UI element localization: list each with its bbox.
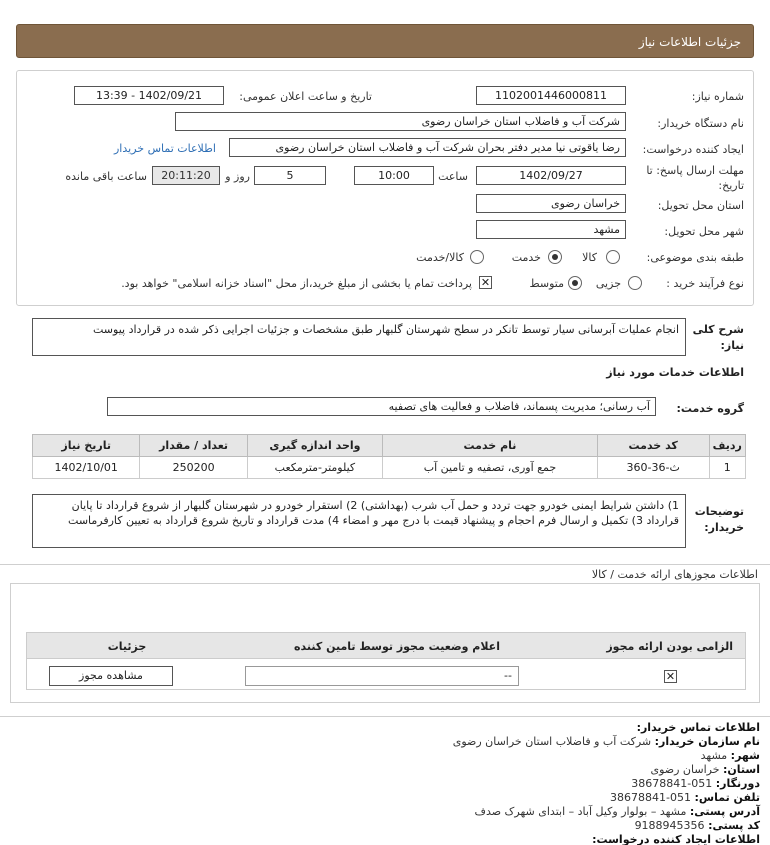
- col-service-name: نام خدمت: [383, 435, 598, 457]
- services-table-wrapper: [32, 434, 746, 479]
- permits-table: [26, 632, 746, 690]
- contact-address-line: [475, 805, 760, 818]
- permits-table-header: [27, 633, 745, 659]
- payment-treasury-checkbox[interactable]: ✕: [480, 276, 491, 289]
- contact-city-line: [701, 749, 760, 762]
- page-header: [16, 24, 754, 58]
- need-number-label: شماره نیاز:: [691, 90, 744, 103]
- contact-phone-line: [610, 791, 760, 804]
- province-field: خراسان رضوی: [476, 194, 626, 213]
- contact-province-label: استان:: [723, 763, 760, 776]
- contact-city-label: شهر:: [730, 749, 760, 762]
- need-number-field: 1102001446000811: [476, 86, 626, 105]
- category-radio-goods-service[interactable]: [470, 250, 484, 264]
- category-radio-service[interactable]: [548, 250, 562, 264]
- deadline-label-line2: تاریخ:: [718, 179, 744, 192]
- process-radio-minor[interactable]: [628, 276, 642, 290]
- contact-org-line: [453, 735, 760, 748]
- summary-label-line1: شرح کلی: [692, 323, 744, 336]
- payment-note: پرداخت تمام یا بخشی از مبلغ خرید،از محل "اسناد خزانه اسلامی" خواهد بود.: [121, 277, 472, 290]
- permits-col-details: جزئیات: [107, 640, 147, 653]
- contact-province: خراسان رضوی: [650, 763, 720, 776]
- contact-org-label: نام سازمان خریدار:: [654, 735, 760, 748]
- cell-quantity: 250200: [140, 457, 247, 479]
- contact-fax-line: [631, 777, 760, 790]
- table-row: [33, 457, 746, 479]
- contact-postal: 9188945356: [634, 819, 705, 832]
- category-radio-goods[interactable]: [606, 250, 620, 264]
- services-table-header: [33, 435, 746, 457]
- cell-service-name: جمع آوری، تصفیه و تامین آب: [383, 457, 598, 479]
- buyer-notes-label-line2: خریدار:: [704, 521, 744, 534]
- permit-status-value: --: [504, 669, 512, 682]
- contact-phone-label: تلفن تماس:: [694, 791, 760, 804]
- permits-section-title: اطلاعات مجوزهای ارائه خدمت / کالا: [591, 568, 758, 581]
- contact-postal-label: کد پستی:: [708, 819, 760, 832]
- need-info-panel: [16, 70, 754, 306]
- permits-divider: [0, 564, 770, 565]
- cell-row-number: 1: [709, 457, 746, 479]
- city-label: شهر محل تحویل:: [664, 225, 744, 238]
- contact-fax-label: دورنگار:: [715, 777, 760, 790]
- services-table: [32, 434, 746, 479]
- col-service-code: کد خدمت: [597, 435, 709, 457]
- cell-service-code: ث-36-360: [597, 457, 709, 479]
- summary-textbox: انجام عملیات آبرسانی سیار توسط تانکر در سطح شهرستان گلبهار طبق مشخصات و جزئیات اجرایی ذکر شده در قرارداد پیوست: [32, 318, 686, 356]
- buyer-notes-label-line1: توضیحات: [694, 505, 744, 518]
- col-row-number: ردیف: [709, 435, 746, 457]
- cell-need-date: 1402/10/01: [33, 457, 140, 479]
- category-option-goods: کالا: [582, 251, 597, 264]
- permits-col-required: الزامی بودن ارائه مجوز: [606, 640, 733, 653]
- province-label: استان محل تحویل:: [657, 199, 744, 212]
- deadline-date-field: 1402/09/27: [476, 166, 626, 185]
- category-option-goods-service: کالا/خدمت: [416, 251, 464, 264]
- creator-info-title: اطلاعات ایجاد کننده درخواست:: [592, 833, 760, 845]
- service-group-field: آب رسانی؛ مدیریت پسماند، فاضلاب و فعالیت های تصفیه: [107, 397, 656, 416]
- contact-fax: 051-38678841: [631, 777, 713, 790]
- col-unit: واحد اندازه گیری: [247, 435, 382, 457]
- col-quantity: تعداد / مقدار: [140, 435, 247, 457]
- deadline-label-line1: مهلت ارسال پاسخ: تا: [646, 164, 744, 177]
- page-title: جزئیات اطلاعات نیاز: [638, 35, 741, 49]
- category-option-service: خدمت: [511, 251, 541, 264]
- contact-address: مشهد – بولوار وکیل آباد – ابتدای شهرک صدف: [474, 805, 687, 818]
- remaining-days-field: 5: [254, 166, 326, 185]
- buyer-notes-textbox: 1) داشتن شرایط ایمنی خودرو جهت تردد و حمل آب شرب (بهداشتی) 2) استقرار خودرو در شهرستان گلبهار از شروع قرارداد تا پایان قرارداد 3) تکمیل و ارسال فرم احجام و پیشنهاد قیمت با درج مهر و امضاء 4) مدت قرارداد و تاریخ شروع قرارداد به تعیین کارفرماست: [32, 494, 686, 548]
- buyer-org-field: شرکت آب و فاضلاب استان خراسان رضوی: [175, 112, 626, 131]
- view-permit-button[interactable]: مشاهده مجوز: [49, 666, 173, 686]
- remaining-time-field: 20:11:20: [152, 166, 220, 185]
- deadline-time-field: 10:00: [354, 166, 434, 185]
- contact-province-line: [650, 763, 760, 776]
- announce-date-field: 1402/09/21 - 13:39: [74, 86, 224, 105]
- col-need-date: تاریخ نیاز: [33, 435, 140, 457]
- services-section-title: اطلاعات خدمات مورد نیاز: [606, 366, 744, 379]
- permit-required-checkbox: ✕: [665, 670, 676, 683]
- process-radio-medium[interactable]: [568, 276, 582, 290]
- service-group-label: گروه خدمت:: [676, 402, 744, 415]
- contact-title: اطلاعات تماس خریدار:: [636, 721, 760, 734]
- creator-field: رضا یاقوتی نیا مدیر دفتر بحران شرکت آب و فاضلاب استان خراسان رضوی: [229, 138, 626, 157]
- buyer-org-label: نام دستگاه خریدار:: [657, 117, 744, 130]
- buyer-contact-link[interactable]: اطلاعات تماس خریدار: [114, 142, 216, 155]
- category-label: طبقه بندی موضوعی:: [646, 251, 744, 264]
- summary-label-line2: نیاز:: [720, 339, 744, 352]
- process-label: نوع فرآیند خرید :: [666, 277, 744, 290]
- contact-address-label: آدرس پستی:: [689, 805, 760, 818]
- cell-unit: کیلومتر-مترمکعب: [247, 457, 382, 479]
- permit-status-select[interactable]: [245, 666, 519, 686]
- contact-phone: 051-38678841: [610, 791, 692, 804]
- creator-label: ایجاد کننده درخواست:: [642, 143, 744, 156]
- contact-postal-line: [635, 819, 760, 832]
- permits-col-status: اعلام وضعیت مجوز توسط تامین کننده: [294, 640, 500, 653]
- deadline-time-label: ساعت: [438, 170, 468, 183]
- contact-city: مشهد: [700, 749, 728, 762]
- contact-org: شرکت آب و فاضلاب استان خراسان رضوی: [452, 735, 652, 748]
- remaining-time-label: ساعت باقی مانده: [65, 170, 147, 183]
- city-field: مشهد: [476, 220, 626, 239]
- process-option-minor: جزیی: [595, 277, 621, 290]
- announce-date-label: تاریخ و ساعت اعلان عمومی:: [239, 90, 372, 103]
- contact-divider: [0, 716, 770, 717]
- process-option-medium: متوسط: [529, 277, 564, 290]
- days-label: روز و: [225, 170, 250, 183]
